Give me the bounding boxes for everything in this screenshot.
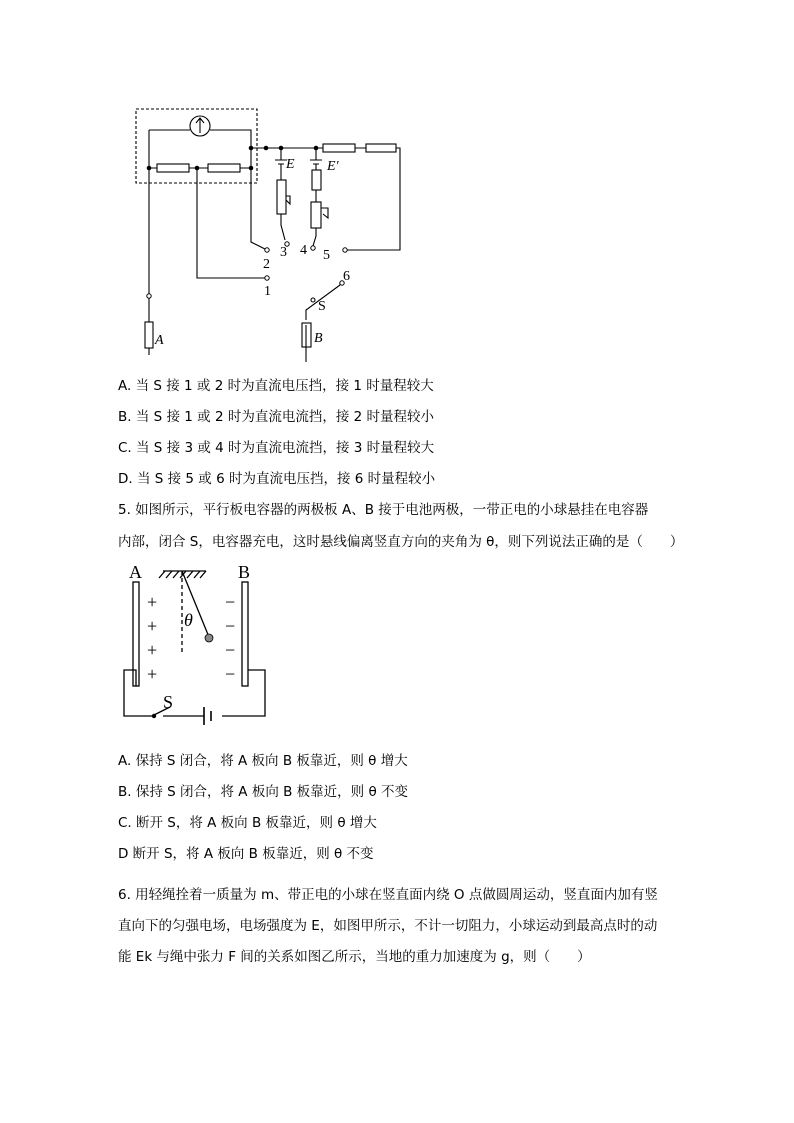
q5-option-a: A. 保持 S 闭合，将 A 板向 B 板靠近，则 θ 增大 [118,753,408,769]
plate-label-b: B [238,562,251,582]
q5-stem-line2: 内部，闭合 S，电容器充电，这时悬线偏离竖直方向的夹角为 θ，则下列说法正确的是（ ） [118,534,684,550]
q4-option-b: B. 当 S 接 1 或 2 时为直流电流挡，接 2 时量程较小 [118,409,435,425]
minus-sign: − [225,640,236,660]
q5-option-b: B. 保持 S 闭合，将 A 板向 B 板靠近，则 θ 不变 [118,784,408,800]
plate-label-a: A [129,562,142,582]
angle-theta-label: θ [184,610,193,630]
minus-sign: − [225,616,236,636]
plus-sign: + [147,640,158,660]
switch-label-S: S [318,299,326,314]
plus-sign: + [147,664,158,684]
q5-stem-line1: 5. 如图所示，平行板电容器的两极板 A、B 接于电池两极，一带正电的小球悬挂在电容器 [118,502,649,518]
terminal-label-6: 6 [343,269,350,284]
q6-stem-line1: 6. 用轻绳拴着一质量为 m、带正电的小球在竖直面内绕 O 点做圆周运动，竖直面内加有竖 [118,887,658,903]
minus-sign: − [225,664,236,684]
terminal-label-3: 3 [280,245,287,260]
terminal-label-2: 2 [263,257,270,272]
label-E-prime: E′ [327,159,339,174]
q5-option-c: C. 断开 S，将 A 板向 B 板靠近，则 θ 增大 [118,815,377,831]
label-E: E [286,157,295,172]
q6-stem-line2: 直向下的匀强电场，电场强度为 E，如图甲所示，不计一切阻力，小球运动到最高点时的动 [118,918,658,934]
probe-label-B: B [314,331,323,346]
plus-sign: + [147,592,158,612]
terminal-label-1: 1 [264,284,271,299]
q6-stem-line3: 能 Ek 与绳中张力 F 间的关系如图乙所示，当地的重力加速度为 g，则（ ） [118,949,591,965]
q4-option-d: D. 当 S 接 5 或 6 时为直流电压挡，接 6 时量程较小 [118,471,436,487]
terminal-label-4: 4 [300,243,307,258]
plus-sign: + [147,616,158,636]
switch-label-S: S [163,692,174,712]
minus-sign: − [225,592,236,612]
multimeter-circuit-diagram [120,100,420,362]
probe-label-A: A [155,333,164,348]
capacitor-figure [118,560,273,725]
q4-option-c: C. 当 S 接 3 或 4 时为直流电流挡，接 3 时量程较大 [118,440,435,456]
q4-option-a: A. 当 S 接 1 或 2 时为直流电压挡，接 1 时量程较大 [118,378,434,394]
q5-option-d: D 断开 S，将 A 板向 B 板靠近，则 θ 不变 [118,846,374,862]
terminal-label-5: 5 [323,248,330,263]
